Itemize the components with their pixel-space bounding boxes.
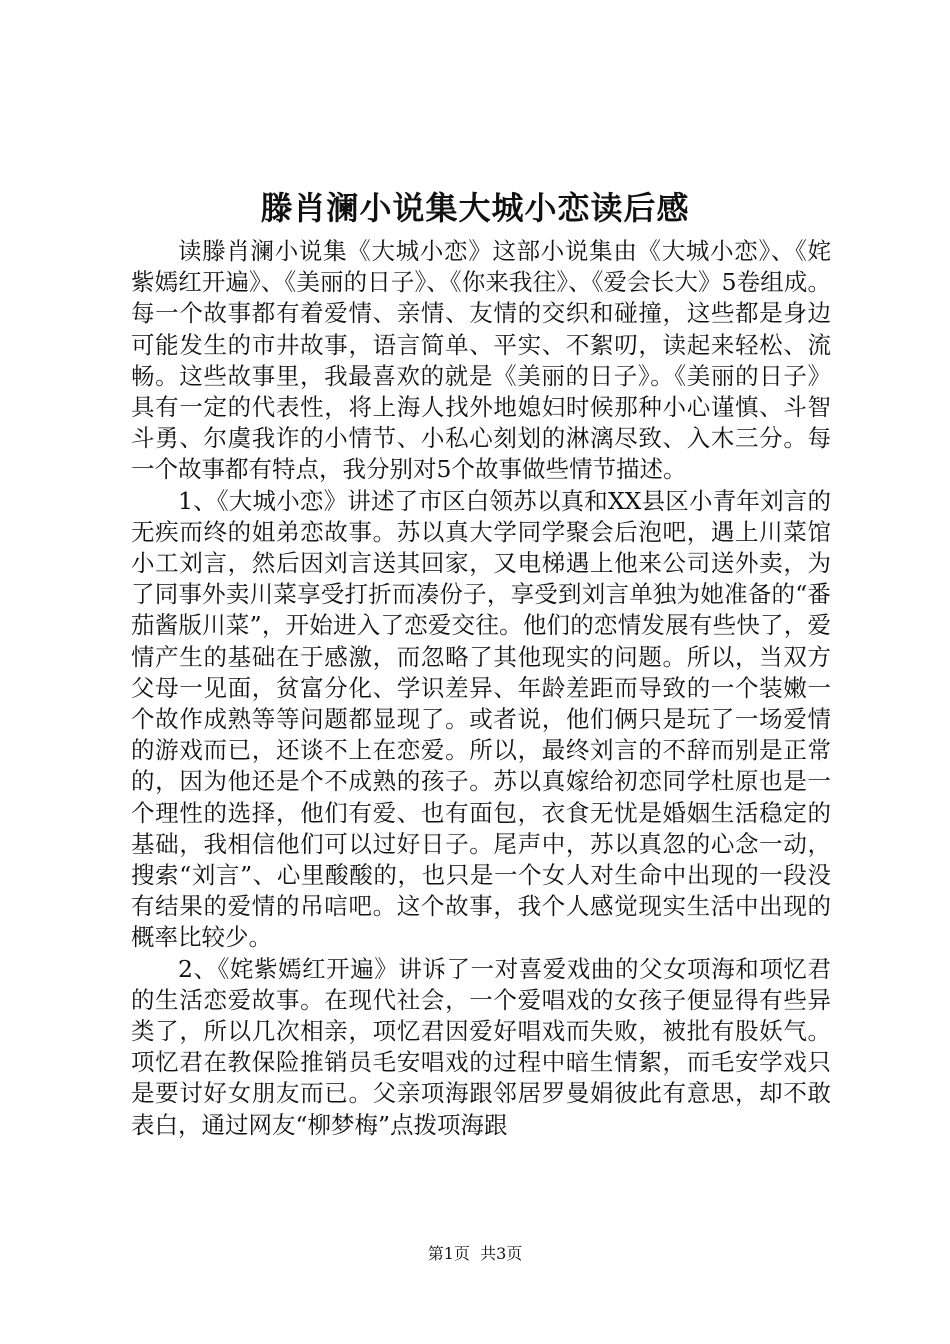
paragraph-story-2: 2、《姹紫嫣红开遍》讲诉了一对喜爱戏曲的父女项海和项忆君的生活恋爱故事。在现代社会，一个爱唱戏的女孩子便显得有些异类了，所以几次相亲，项忆君因爱好唱戏而失败，被批有股妖气。项忆君在教保险推销员毛安唱戏的过程中暗生情絮，而毛安学戏只是要讨好女朋友而已。父亲项海跟邻居罗曼娟彼此有意思，却不敢表白，通过网友“柳梦梅”点拨项海跟 bbox=[131, 954, 831, 1139]
page-number: 第1页 bbox=[427, 1244, 470, 1263]
page-total: 共3页 bbox=[480, 1244, 523, 1263]
page-footer bbox=[0, 1243, 950, 1265]
document-title: 滕肖澜小说集大城小恋读后感 bbox=[260, 189, 690, 227]
paragraph-story-1: 1、《大城小恋》讲述了市区白领苏以真和XX县区小青年刘言的无疾而终的姐弟恋故事。苏以真大学同学聚会后泡吧，遇上川菜馆小工刘言，然后因刘言送其回家，又电梯遇上他来公司送外卖，为了同事外卖川菜享受打折而凑份子，享受到刘言单独为她准备的“番茄酱版川菜”，开始进入了恋爱交往。他们的恋情发展有些快了，爱情产生的基础在于感激，而忽略了其他现实的问题。所以，当双方父母一见面，贫富分化、学识差异、年龄差距而导致的一个装嫩一个故作成熟等等问题都显现了。或者说，他们俩只是玩了一场爱情的游戏而已，还谈不上在恋爱。所以，最终刘言的不辞而别是正常的，因为他还是个不成熟的孩子。苏以真嫁给初恋同学杜原也是一个理性的选择，他们有爱、也有面包，衣食无忧是婚姻生活稳定的基础，我相信他们可以过好日子。尾声中，苏以真忽的心念一动，搜索“刘言”、心里酸酸的，也只是一个女人对生命中出现的一段没有结果的爱情的吊唁吧。这个故事，我个人感觉现实生活中出现的概率比较少。 bbox=[131, 486, 831, 952]
document-body bbox=[131, 236, 831, 1141]
paragraph-intro: 读滕肖澜小说集《大城小恋》这部小说集由《大城小恋》、《姹紫嫣红开遍》、《美丽的日子》、《你来我往》、《爱会长大》5卷组成。每一个故事都有着爱情、亲情、友情的交织和碰撞，这些都是身边可能发生的市井故事，语言简单、平实、不絮叨，读起来轻松、流畅。这些故事里，我最喜欢的就是《美丽的日子》。《美丽的日子》具有一定的代表性，将上海人找外地媳妇时候那种小心谨慎、斗智斗勇、尔虞我诈的小情节、小私心刻划的淋漓尽致、入木三分。每一个故事都有特点，我分别对5个故事做些情节描述。 bbox=[131, 237, 831, 484]
